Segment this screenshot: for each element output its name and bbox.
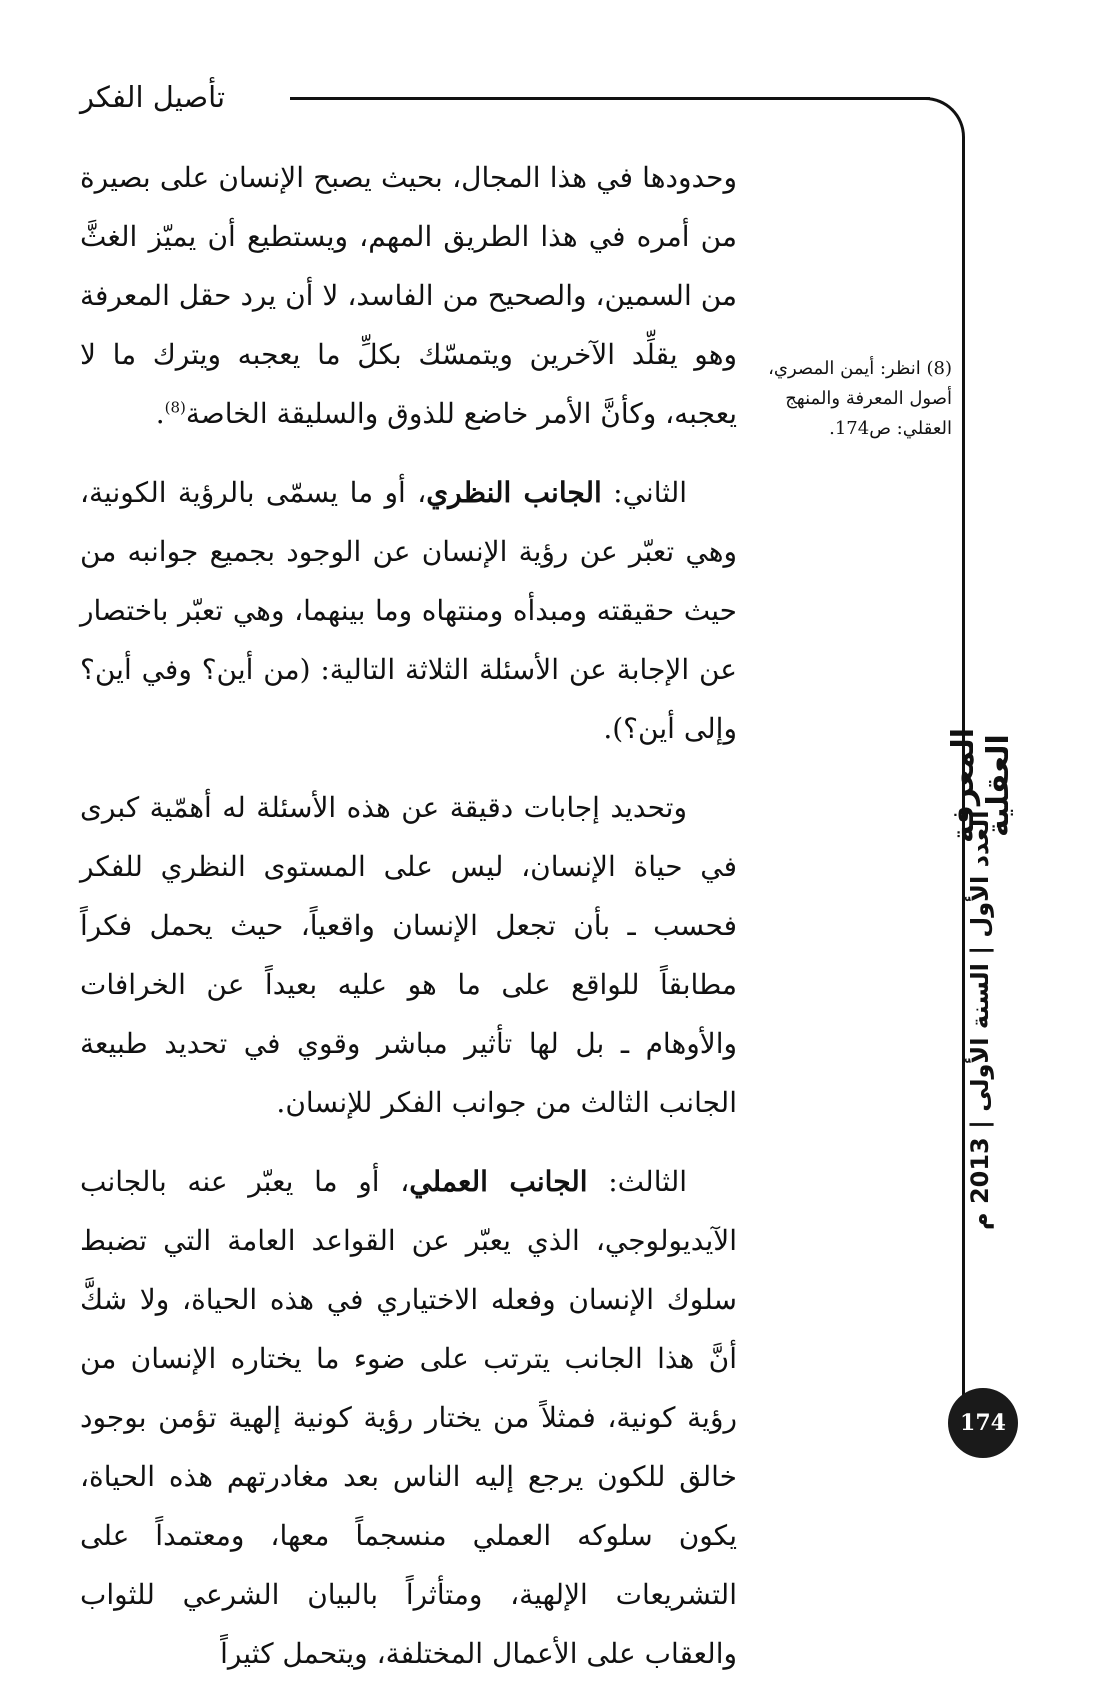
paragraph-2-heading: الجانب النظري — [426, 476, 602, 509]
running-header-title: تأصيل الفكر — [80, 80, 226, 114]
footnote-ref-8[interactable]: (8) — [164, 398, 186, 417]
paragraph-1 — [80, 148, 737, 443]
paragraph-4 — [80, 1152, 737, 1683]
paragraph-2-lead: الثاني: — [601, 476, 688, 509]
footnote-8: (8) انظر: أيمن المصري، أصول المعرفة والمنهج العقلي: ص174. — [768, 358, 952, 439]
paragraph-4-heading: الجانب العملي — [409, 1165, 588, 1198]
paragraph-1-end: . — [155, 397, 165, 430]
paragraph-1-text: وحدودها في هذا المجال، بحيث يصبح الإنسان على بصيرة من أمره في هذا الطريق المهم، ويستطيع أن يميّز الغثَّ من السمين، والصحيح من الفاسد، لا أن يرد حقل المعرفة وهو يقلِّد الآخرين ويتمسّك بكلِّ ما يعجبه ويترك ما لا يعجبه، وكأنَّ الأمر خاضع للذوق والسليقة الخاصة — [80, 161, 737, 430]
paragraph-2-text: ، أو ما يسمّى بالرؤية الكونية، وهي تعبّر عن رؤية الإنسان عن الوجود بجميع جوانبه من حيث حقيقته ومبدأه ومنتهاه وما بينهما، وهي تعبّر باختصار عن الإجابة عن الأسئلة الثلاثة التالية: (من أين؟ وفي أين؟ وإلى أين؟). — [80, 476, 737, 745]
header-corner-curve — [905, 97, 965, 167]
paragraph-3: وتحديد إجابات دقيقة عن هذه الأسئلة له أهمّية كبرى في حياة الإنسان، ليس على المستوى النظري للفكر فحسب ـ بأن تجعل الإنسان واقعياً، حيث يحمل فكراً مطابقاً للواقع على ما هو عليه بعيداً عن الخرافات والأوهام ـ بل لها تأثير مباشر وقوي في تحديد طبيعة الجانب الثالث من جوانب الفكر للإنسان. — [80, 791, 737, 1119]
journal-logo: المعرفة العقلية — [946, 727, 1016, 844]
main-text — [80, 148, 737, 1703]
paragraph-4-text: ، أو ما يعبّر عنه بالجانب الآيديولوجي، الذي يعبّر عن القواعد العامة التي تضبط سلوك الإنسان وفعله الاختياري في هذه الحياة، ولا شكَّ أنَّ هذا الجانب يترتب على ضوء ما يختاره الإنسان من رؤية كونية، فمثلاً من يختار رؤية كونية إلهية تؤمن بوجود خالق للكون يرجع إليه الناس بعد مغادرتهم هذه الحياة، يكون سلوكه العملي منسجماً معها، ومعتمداً على التشريعات الإلهية، ومتأثراً بالبيان الشرعي للثواب والعقاب على الأعمال المختلفة، ويتحمل كثيراً — [80, 1165, 737, 1670]
issue-info: العدد الأول | السنة الأولى | 2013 م — [966, 810, 994, 1230]
paragraph-4-lead: الثالث: — [587, 1165, 687, 1198]
header-rule — [290, 97, 930, 100]
paragraph-2 — [80, 463, 737, 758]
page-number-badge: 174 — [950, 1390, 1016, 1456]
